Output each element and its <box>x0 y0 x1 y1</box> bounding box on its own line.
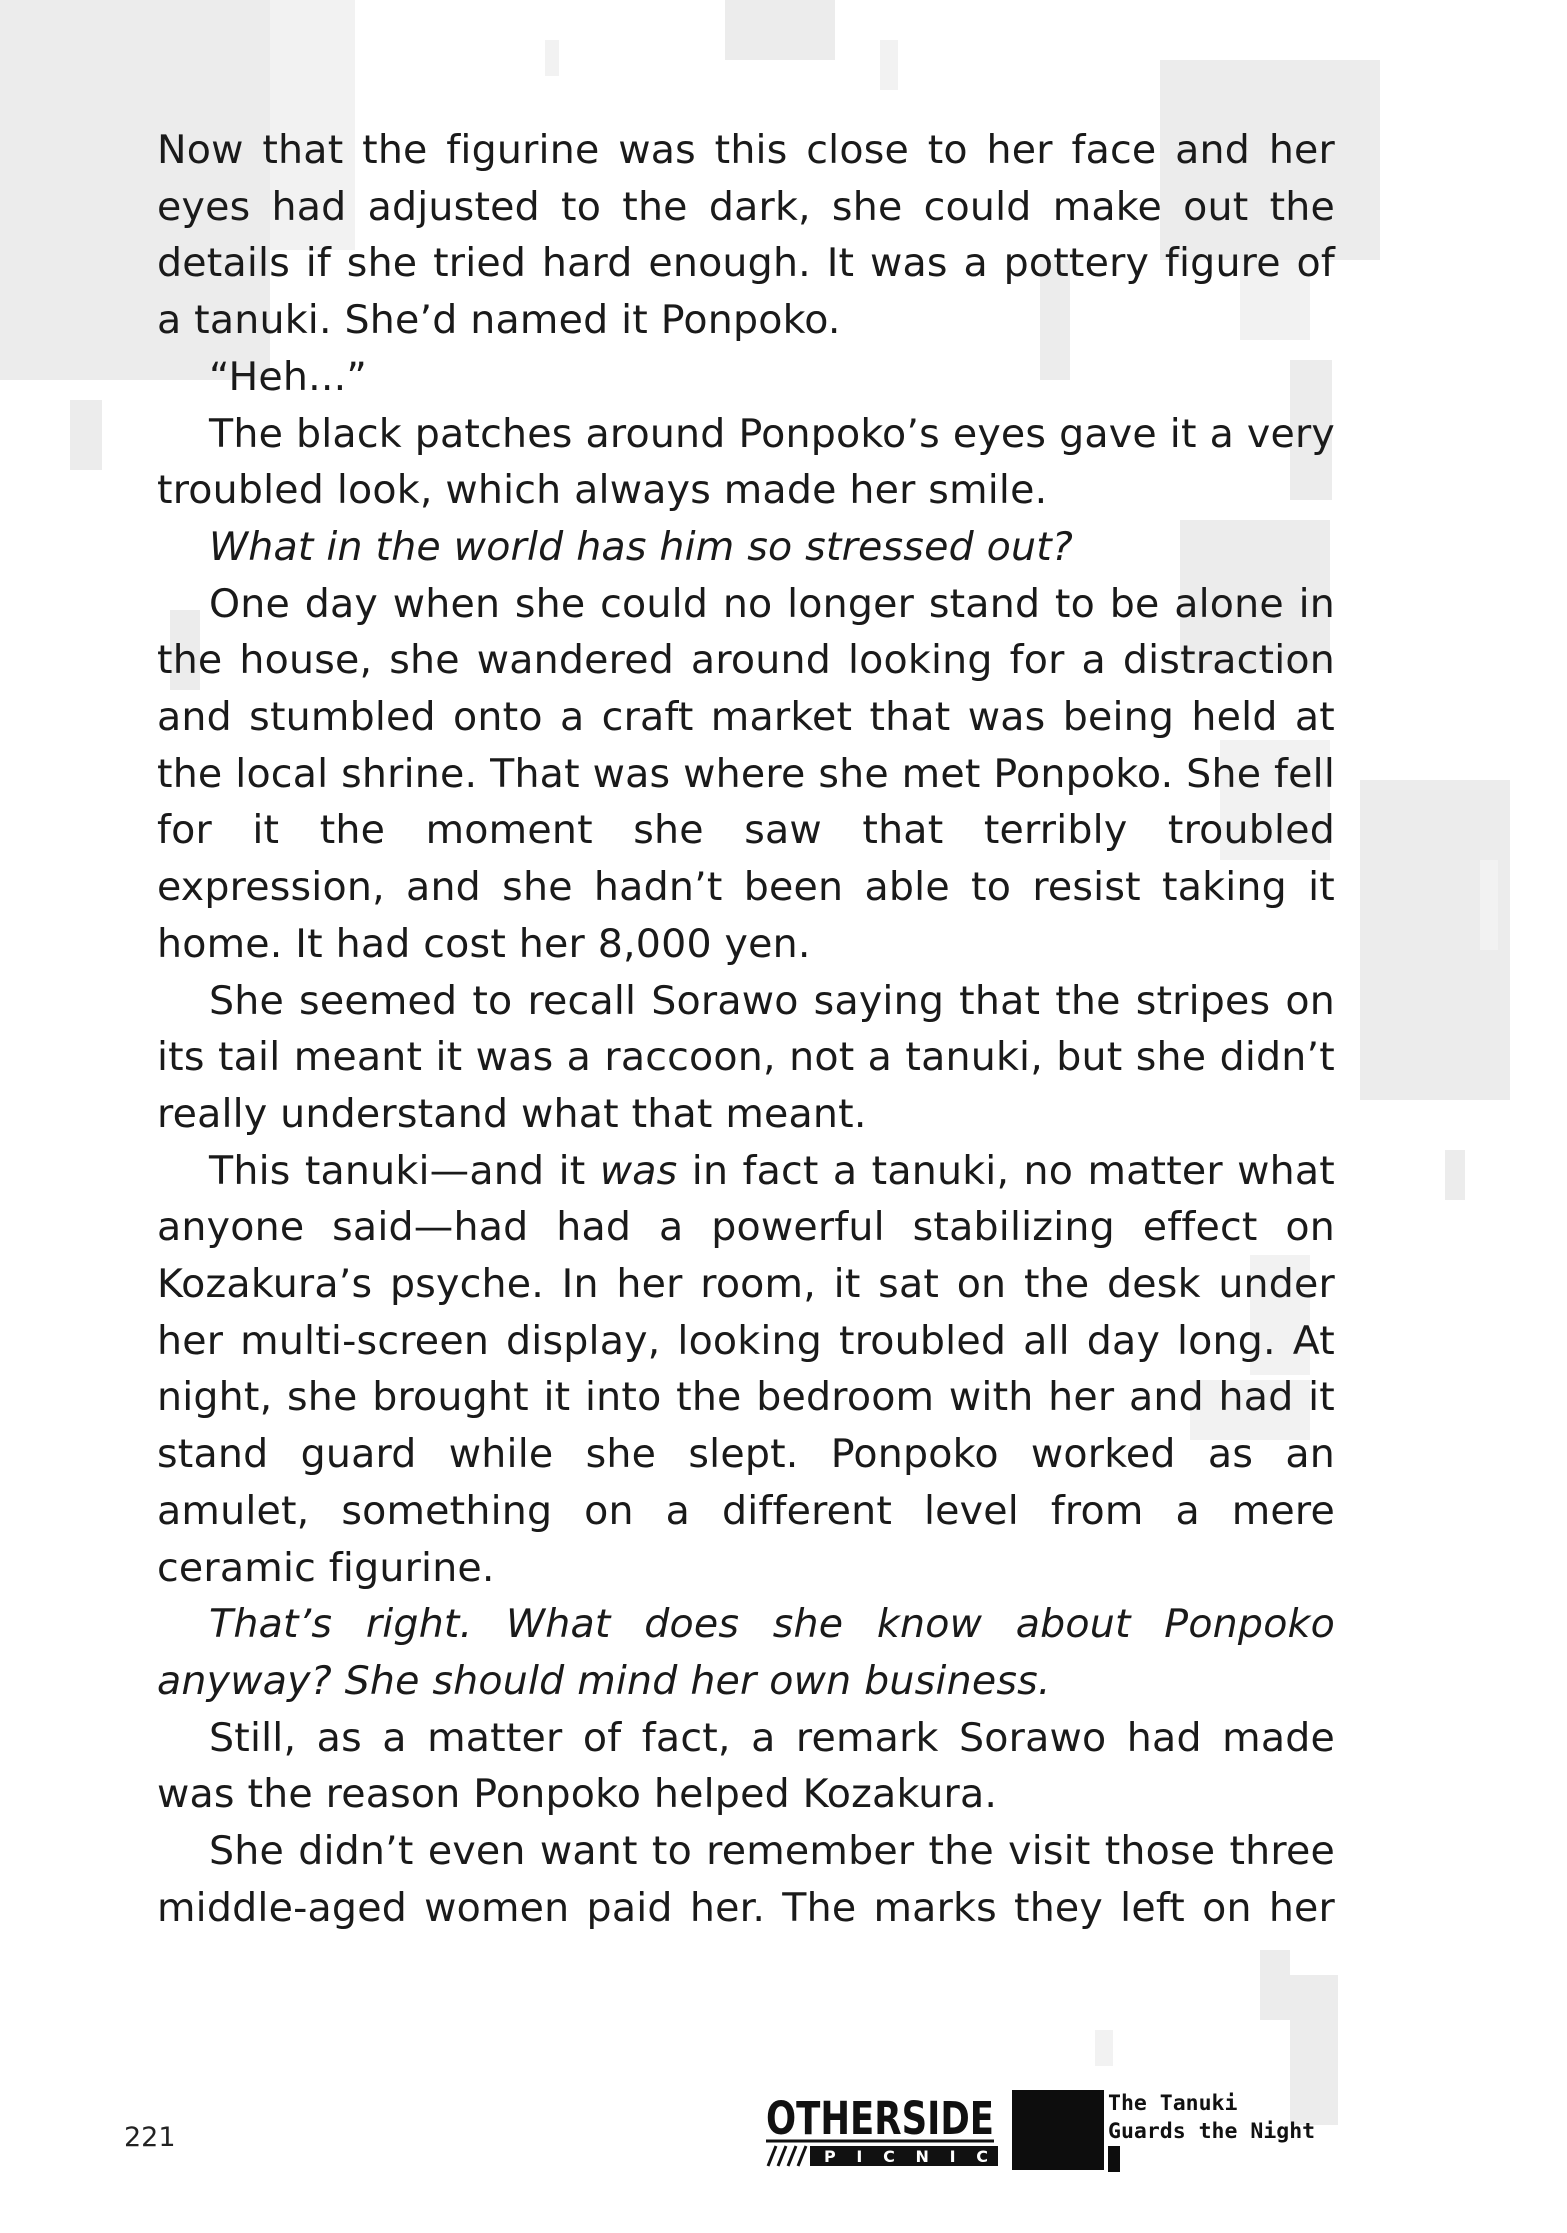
otherside-picnic-logo <box>764 2090 998 2168</box>
emphasis-text: was <box>599 1147 678 1194</box>
paragraph-text: This tanuki—and it <box>209 1147 600 1194</box>
paragraph <box>157 1143 1335 1597</box>
chapter-title-line: Guards the Night <box>1108 2119 1316 2144</box>
chapter-marker-bar <box>1108 2146 1120 2172</box>
paragraph-text: in fact a tanuki, no matter what anyone said—had had a powerful stabilizing effect on Kozakura’s psyche. In her room, it sat on the desk under her multi-screen display, looking troubled all day long. At night, she brought it into the bedroom with her and had it stand guard while she slept. Ponpoko worked as an amulet, something on a different level from a mere ceramic figurine. <box>157 1147 1335 1591</box>
paragraph: Now that the figurine was this close to her face and her eyes had adjusted to the dark, she could make out the details if she tried hard enough. It was a pottery figure of a tanuki. She’d named it Ponpoko. <box>157 127 1335 344</box>
logo-wordmark: OTHERSIDE <box>766 2092 994 2145</box>
chapter-title-line: The Tanuki <box>1108 2091 1238 2116</box>
paragraph: One day when she could no longer stand to be alone in the house, she wandered around looking for a distraction and stumbled onto a craft market that was being held at the local shrine. That was where she met Ponpoko. She fell for it the moment she saw that terribly troubled expression, and she hadn’t been able to resist taking it home. It had cost her 8,000 yen. <box>157 580 1335 967</box>
paragraph: “Heh...” <box>209 353 368 400</box>
paragraph-thought: What in the world has him so stressed out? <box>209 523 1074 570</box>
paragraph: She didn’t even want to remember the visit those three middle-aged women paid her. The marks they left on her <box>157 1828 1335 1931</box>
paragraph: Still, as a matter of fact, a remark Sorawo had made was the reason Ponpoko helped Kozakura. <box>157 1714 1335 1818</box>
paragraph: The black patches around Ponpoko’s eyes gave it a very troubled look, which always made her smile. <box>157 410 1335 514</box>
chapter-marker-square <box>1012 2090 1104 2170</box>
paragraph: She seemed to recall Sorawo saying that the stripes on its tail meant it was a raccoon, not a tanuki, but she didn’t really understand what that meant. <box>157 977 1335 1137</box>
chapter-title <box>1108 2090 1328 2146</box>
body-text <box>157 122 1335 1937</box>
logo-subtitle: PICNIC <box>824 2147 988 2166</box>
page-number: 221 <box>124 2122 176 2153</box>
paragraph-thought: That’s right. What does she know about Ponpoko anyway? She should mind her own business. <box>157 1601 1335 1704</box>
